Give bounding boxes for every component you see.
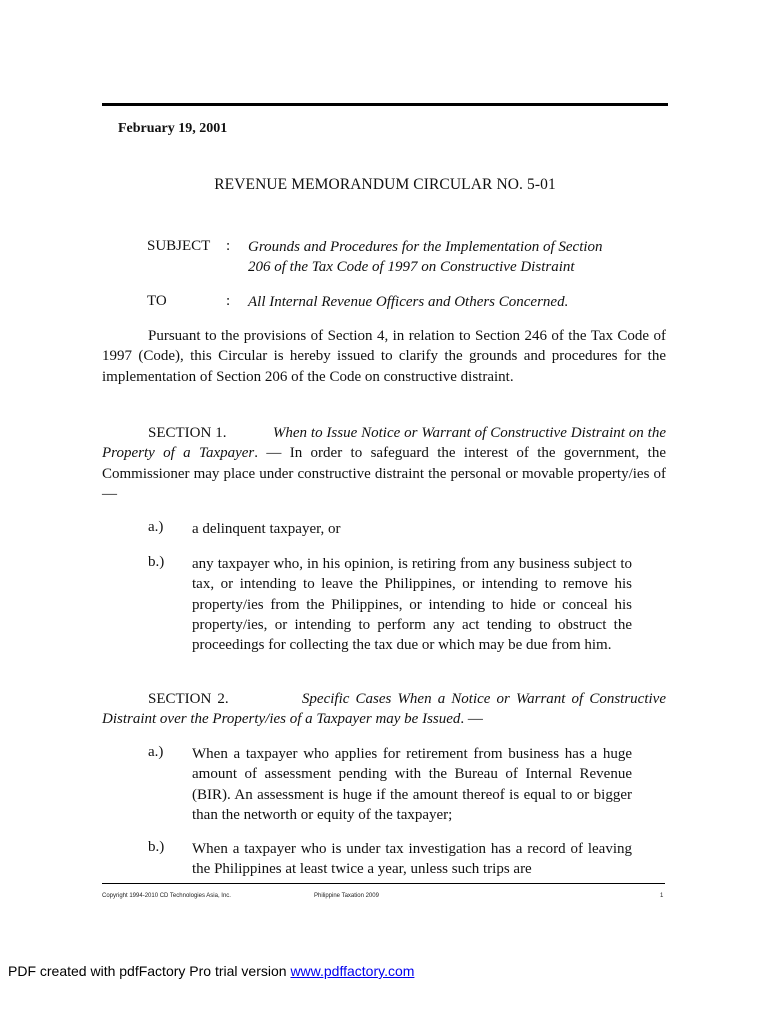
section-2-title: Specific Cases When a Notice or Warrant of Constructive Distraint over the Property/ies of a Taxpayer may be Issued [102,691,666,728]
pdf-note-text: PDF created with pdfFactory Pro trial version [8,963,291,979]
section-2-paragraph [102,689,666,730]
section-2-label: SECTION 2. [148,691,229,707]
document-title: REVENUE MEMORANDUM CIRCULAR NO. 5-01 [214,176,556,193]
document-date: February 19, 2001 [118,121,228,136]
footer-copyright: Copyright 1994-2010 CD Technologies Asia, Inc. [102,893,231,899]
header-rule [102,103,668,106]
section-2-item-a-text: When a taxpayer who applies for retirement from business has a huge amount of assessment pending with the Bureau of Internal Revenue (BIR). An assessment is huge if the amount thereof is equal to or bigger than the networth or equity of the taxpayer; [192,746,632,823]
subject-colon: : [226,238,231,254]
section-2-item-b-text: When a taxpayer who is under tax investigation has a record of leaving the Philippines at least twice a year, unless such trips are [192,841,632,878]
to-value: All Internal Revenue Officers and Others Concerned. [248,294,569,310]
section-1-item-a-text: a delinquent taxpayer, or [192,521,341,537]
section-2-text: . — [460,711,483,728]
subject-line-2: 206 of the Tax Code of 1997 on Constructive Distraint [248,259,575,275]
section-1-title: When to Issue Notice or Warrant of Constructive Distraint on the Property of a Taxpayer [102,425,666,462]
subject-line-1: Grounds and Procedures for the Implementation of Section [248,239,603,255]
section-2-item-b-marker: b.) [148,839,165,855]
section-1-item-b-marker: b.) [148,554,165,570]
subject-label: SUBJECT [147,238,211,254]
section-1-label: SECTION 1. [148,425,227,441]
section-1-item-a-marker: a.) [148,519,164,535]
section-1-text: . — In order to safeguard the interest of the government, the Commissioner may place under constructive distraint the personal or movable property/ies of — [102,445,666,502]
to-colon: : [226,293,231,309]
section-1-paragraph [102,423,666,504]
pdf-creator-note [8,963,414,979]
footer-page-number: 1 [660,893,664,899]
footer-publication: Philippine Taxation 2009 [314,893,379,899]
intro-paragraph: Pursuant to the provisions of Section 4, in relation to Section 246 of the Tax Code of 1997 (Code), this Circular is hereby issued to clarify the grounds and procedures for the implementation of Section 206 of the Code on constructive distraint. [102,328,666,385]
to-label: TO [147,293,167,309]
footer-rule [102,883,665,884]
section-1-item-b-text: any taxpayer who, in his opinion, is retiring from any business subject to tax, or intending to leave the Philippines, or intending to remove his property/ies from the Philippines, or intending to hide or conceal his property/ies, or intending to perform any act tending to obstruct the proceedings for collecting the tax due or which may be due from him. [192,556,632,654]
pdffactory-link[interactable]: www.pdffactory.com [290,963,415,979]
section-2-item-a-marker: a.) [148,744,164,760]
